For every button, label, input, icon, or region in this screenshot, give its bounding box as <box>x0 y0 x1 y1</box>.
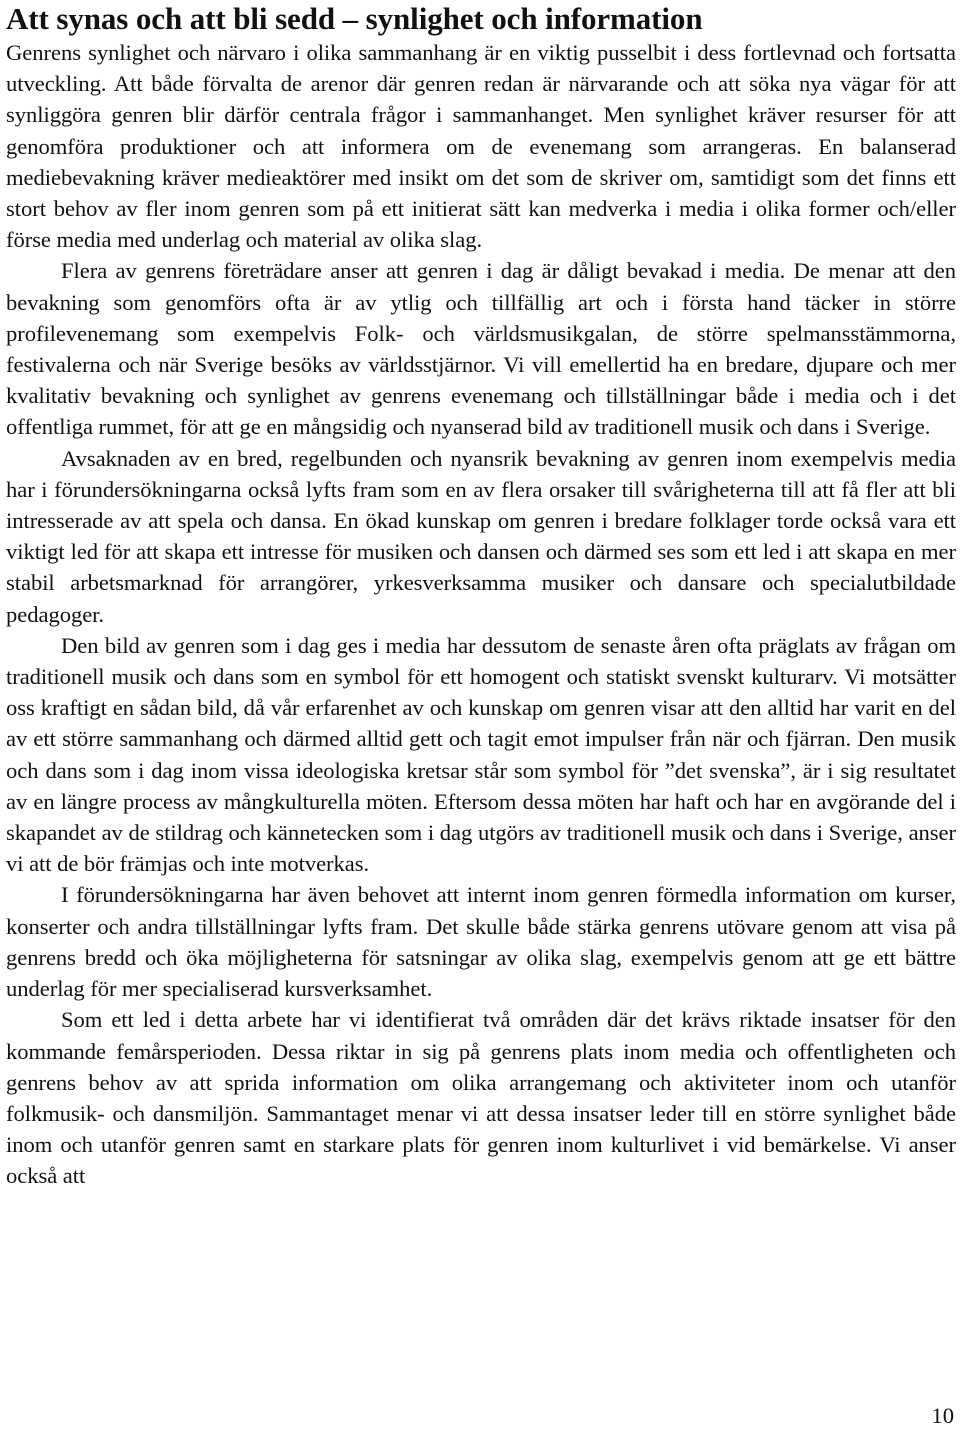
paragraph-2: Flera av genrens företrädare anser att genren i dag är dåligt bevakad i media. De menar att den bevakning som genomförs ofta är av ytlig och tillfällig art och i första hand täcker in större profilevenemang som exempelvis Folk- och världsmusikgalan, de större spelmansstämmorna, festivalerna och när Sverige besöks av världsstjärnor. Vi vill emellertid ha en bredare, djupare och mer kvalitativ bevakning och synlighet av genrens evenemang och tillställningar både i media och i det offentliga rummet, för att ge en mångsidig och nyanserad bild av traditionell musik och dans i Sverige. <box>6 258 956 440</box>
paragraph-5: I förundersökningarna har även behovet att internt inom genren förmedla information om kurser, konserter och andra tillställningar lyfts fram. Det skulle både stärka genrens utövare genom att visa på genrens bredd och öka möjligheterna för satsningar av olika slag, exempelvis genom att ge ett bättre underlag för mer specialiserad kursverksamhet. <box>6 882 956 1002</box>
paragraph-1: Genrens synlighet och närvaro i olika sammanhang är en viktig pusselbit i dess fortlevnad och fortsatta utveckling. Att både förvalta de arenor där genren redan är närvarande och att söka nya vägar för att synliggöra genren blir därför centrala frågor i sammanhanget. Men synlighet kräver resurser för att genomföra produktioner och att informera om de evenemang som arrangeras. En balanserad mediebevakning kräver medieaktörer med insikt om det som de skriver om, samtidigt som det finns ett stort behov av fler inom genren som på ett initierat sätt kan medverka i media i olika former och/eller förse media med underlag och material av olika slag. <box>6 40 956 253</box>
paragraph-3: Avsaknaden av en bred, regelbunden och nyansrik bevakning av genren inom exempelvis media har i förundersökningarna också lyfts fram som en av flera orsaker till svårigheterna till att få fler att bli intresserade av att spela och dansa. En ökad kunskap om genren i bredare folklager torde också vara ett viktigt led för att skapa ett intresse för musiken och dansen och därmed ses som ett led i att skapa en mer stabil arbetsmarknad för arrangörer, yrkesverksamma musiker och dansare och specialutbildade pedagoger. <box>6 445 956 627</box>
paragraph-4: Den bild av genren som i dag ges i media har dessutom de senaste åren ofta präglats av frågan om traditionell musik och dans som en symbol för ett homogent och statiskt svenskt kulturarv. Vi motsätter oss kraftigt en sådan bild, då vår erfarenhet av och kunskap om genren visar att den alltid har varit en del av ett större sammanhang och därmed alltid gett och tagit emot impulser från när och fjärran. Den musik och dans som i dag inom vissa ideologiska kretsar står som symbol för ”det svenska”, är i sig resultatet av en längre process av mångkulturella möten. Eftersom dessa möten har haft och har en avgörande del i skapandet av de stildrag och kännetecken som i dag utgörs av traditionell musik och dans i Sverige, anser vi att de bör främjas och inte motverkas. <box>6 632 956 877</box>
section-heading: Att synas och att bli sedd – synlighet och information <box>6 1 703 36</box>
paragraph-6: Som ett led i detta arbete har vi identifierat två områden där det krävs riktade insatser för den kommande femårsperioden. Dessa riktar in sig på genrens plats inom media och offentligheten och genrens behov av att sprida information om olika arrangemang och aktiviteter inom och utanför folkmusik- och dansmiljön. Sammantaget menar vi att dessa insatser leder till en större synlighet både inom och utanför genren samt en starkare plats för genren inom kulturlivet i vid bemärkelse. Vi anser också att <box>6 1007 956 1189</box>
page-number: 10 <box>931 1403 954 1428</box>
document-page <box>6 0 956 1192</box>
